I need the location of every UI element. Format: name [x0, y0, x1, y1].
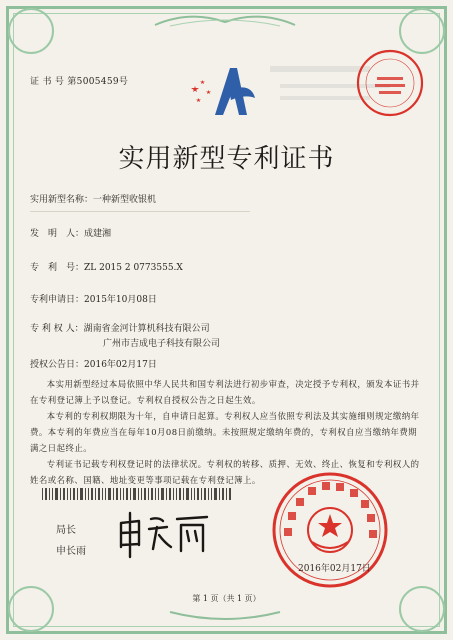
field-value: 一种新型收银机: [93, 195, 157, 205]
page-title: 实用新型专利证书: [118, 144, 335, 174]
utility-name-row: [30, 194, 156, 206]
barcode-icon: [42, 488, 232, 500]
grant-date-row: [30, 359, 157, 371]
agency-seal-icon: [355, 48, 425, 118]
patentee-row-2: 广州市吉成电子科技有限公司: [103, 339, 221, 349]
certificate-number: 证 书 号 第5005459号: [30, 77, 129, 87]
body-paragraph: 本专利的专利权期限为十年，自申请日起算。专利权人应当依照专利法及其实施细则规定缴纳年费。本专利的年费应当在每年10月08日前缴纳。未按照规定缴纳年费的，专利权自应当缴纳年费期满之日起终止。: [30, 411, 420, 453]
filing-date-row: [30, 294, 157, 306]
divider: [30, 211, 250, 212]
patent-office-logo-icon: [185, 60, 265, 120]
field-value: 2016年02月17日: [84, 360, 157, 370]
handwritten-signature-icon: [115, 505, 210, 560]
field-value: 湖南省金河计算机科技有限公司: [83, 324, 210, 334]
signatory-name: 申长雨: [56, 546, 86, 557]
top-ornament-icon: [150, 10, 300, 30]
body-paragraph: 专利证书记载专利权登记时的法律状况。专利权的转移、质押、无效、终止、恢复和专利权人的姓名或名称、国籍、地址变更等事项记载在专利登记簿上。: [30, 459, 420, 485]
field-value: ZL 2015 2 0773555.X: [84, 263, 183, 273]
field-value: 成建湘: [84, 229, 112, 239]
field-label: 实用新型名称：: [30, 195, 94, 205]
field-value: 2015年10月08日: [84, 295, 157, 305]
field-label: 专利申请日：: [30, 295, 85, 305]
field-label: 专 利 权 人：: [30, 324, 84, 334]
field-label: 发 明 人：: [30, 229, 85, 239]
page-number: 第 1 页（共 1 页）: [192, 594, 261, 603]
corner-ornament-icon: [8, 8, 54, 54]
field-label: 专 利 号：: [30, 263, 85, 273]
inventor-row: [30, 228, 111, 240]
seal-date: 2016年02月17日: [298, 564, 371, 574]
field-label: 授权公告日：: [30, 360, 85, 370]
patent-number-row: [30, 262, 183, 274]
body-paragraph: 本实用新型经过本局依照中华人民共和国专利法进行初步审查，决定授予专利权，颁发本证书并在专利登记簿上予以登记。专利权自授权公告之日起生效。: [30, 379, 420, 405]
patentee-row: [30, 323, 210, 335]
signatory-title: 局长: [56, 525, 76, 536]
bottom-ornament-icon: [165, 608, 285, 624]
